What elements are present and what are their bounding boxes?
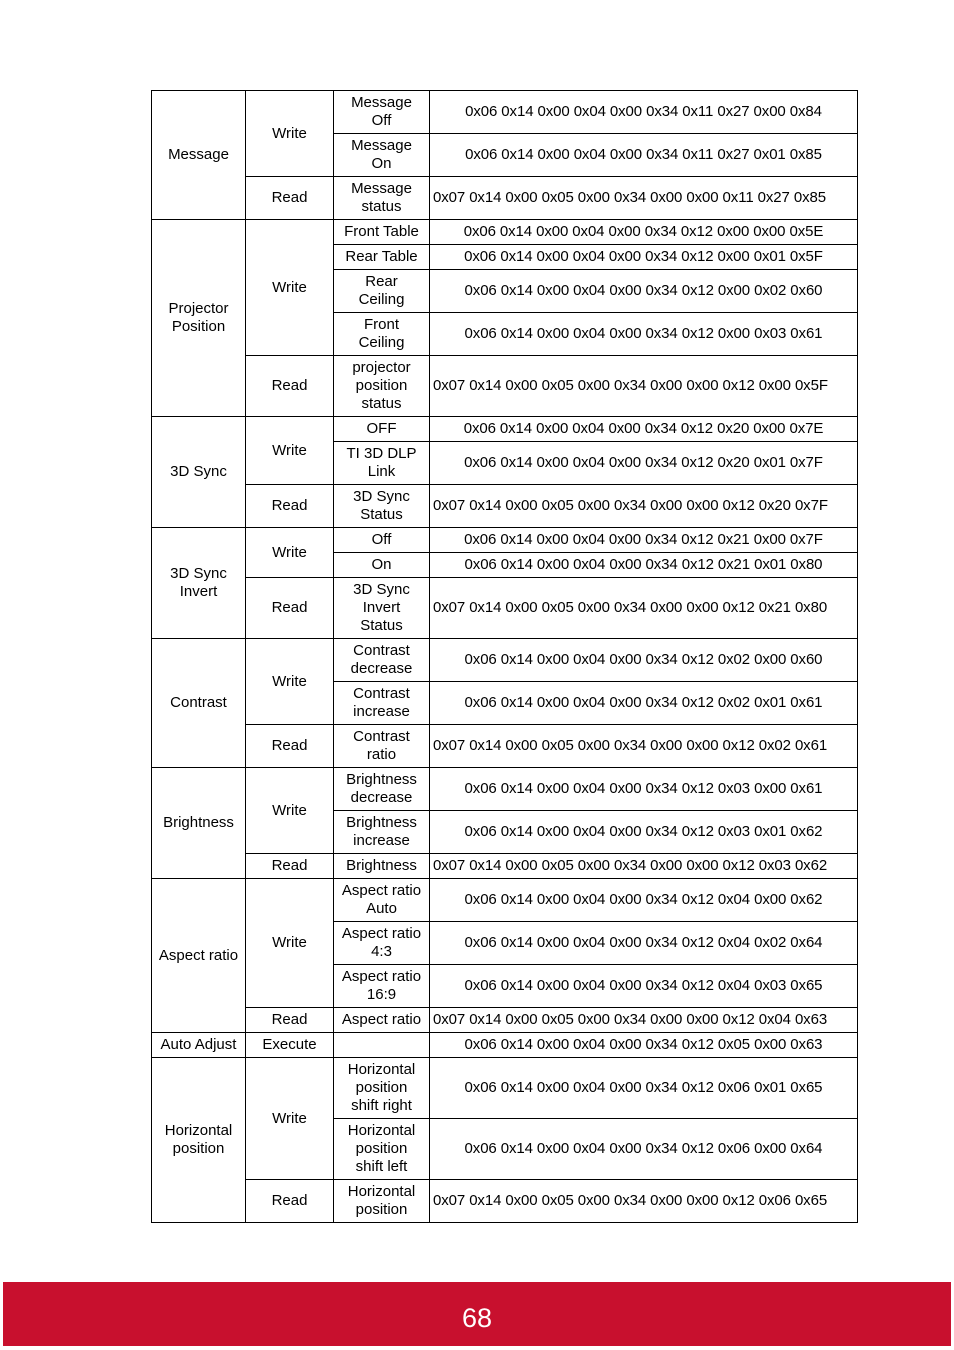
- command-code-cell: 0x06 0x14 0x00 0x04 0x00 0x34 0x12 0x04 0x03 0x65: [430, 965, 858, 1008]
- item-cell: Contrast ratio: [334, 725, 430, 768]
- item-cell: Aspect ratio 4:3: [334, 922, 430, 965]
- action-cell: Read: [246, 854, 334, 879]
- action-cell: Write: [246, 528, 334, 578]
- item-cell: Message On: [334, 134, 430, 177]
- action-cell: Read: [246, 485, 334, 528]
- command-code-cell: 0x06 0x14 0x00 0x04 0x00 0x34 0x11 0x27 0x00 0x84: [430, 91, 858, 134]
- item-cell: [334, 1033, 430, 1058]
- table-row: [152, 725, 858, 768]
- action-cell: Write: [246, 91, 334, 177]
- table-row: [152, 91, 858, 134]
- item-cell: Brightness increase: [334, 811, 430, 854]
- action-cell: Write: [246, 1058, 334, 1180]
- item-cell: Brightness: [334, 854, 430, 879]
- command-code-cell: 0x07 0x14 0x00 0x05 0x00 0x34 0x00 0x00 0x12 0x00 0x5F: [430, 356, 858, 417]
- item-cell: 3D Sync Status: [334, 485, 430, 528]
- command-code-cell: 0x06 0x14 0x00 0x04 0x00 0x34 0x12 0x02 0x00 0x60: [430, 639, 858, 682]
- setting-name-cell: Projector Position: [152, 220, 246, 417]
- command-code-cell: 0x06 0x14 0x00 0x04 0x00 0x34 0x12 0x21 0x00 0x7F: [430, 528, 858, 553]
- item-cell: OFF: [334, 417, 430, 442]
- action-cell: Read: [246, 1008, 334, 1033]
- setting-name-cell: Brightness: [152, 768, 246, 879]
- command-code-cell: 0x06 0x14 0x00 0x04 0x00 0x34 0x12 0x04 0x00 0x62: [430, 879, 858, 922]
- table-row: [152, 854, 858, 879]
- item-cell: Rear Ceiling: [334, 270, 430, 313]
- command-code-cell: 0x07 0x14 0x00 0x05 0x00 0x34 0x00 0x00 0x11 0x27 0x85: [430, 177, 858, 220]
- command-code-cell: 0x06 0x14 0x00 0x04 0x00 0x34 0x12 0x03 0x01 0x62: [430, 811, 858, 854]
- table-row: [152, 639, 858, 682]
- item-cell: Aspect ratio 16:9: [334, 965, 430, 1008]
- command-code-cell: 0x07 0x14 0x00 0x05 0x00 0x34 0x00 0x00 0x12 0x06 0x65: [430, 1180, 858, 1223]
- table-row: [152, 1008, 858, 1033]
- action-cell: Read: [246, 578, 334, 639]
- action-cell: Read: [246, 725, 334, 768]
- table-row: [152, 1180, 858, 1223]
- item-cell: Brightness decrease: [334, 768, 430, 811]
- command-code-cell: 0x06 0x14 0x00 0x04 0x00 0x34 0x12 0x00 0x00 0x5E: [430, 220, 858, 245]
- setting-name-cell: Horizontal position: [152, 1058, 246, 1223]
- command-code-cell: 0x06 0x14 0x00 0x04 0x00 0x34 0x12 0x02 0x01 0x61: [430, 682, 858, 725]
- item-cell: Aspect ratio Auto: [334, 879, 430, 922]
- command-code-cell: 0x07 0x14 0x00 0x05 0x00 0x34 0x00 0x00 0x12 0x04 0x63: [430, 1008, 858, 1033]
- table-row: [152, 485, 858, 528]
- action-cell: Write: [246, 639, 334, 725]
- command-code-cell: 0x06 0x14 0x00 0x04 0x00 0x34 0x12 0x20 0x00 0x7E: [430, 417, 858, 442]
- table-row: [152, 578, 858, 639]
- table-row: [152, 768, 858, 811]
- item-cell: On: [334, 553, 430, 578]
- table-row: [152, 356, 858, 417]
- command-code-cell: 0x06 0x14 0x00 0x04 0x00 0x34 0x12 0x20 0x01 0x7F: [430, 442, 858, 485]
- item-cell: Contrast decrease: [334, 639, 430, 682]
- setting-name-cell: Aspect ratio: [152, 879, 246, 1033]
- item-cell: Front Ceiling: [334, 313, 430, 356]
- command-table: [151, 90, 858, 1223]
- table-row: [152, 177, 858, 220]
- command-code-cell: 0x06 0x14 0x00 0x04 0x00 0x34 0x12 0x21 0x01 0x80: [430, 553, 858, 578]
- command-code-cell: 0x06 0x14 0x00 0x04 0x00 0x34 0x12 0x06 0x01 0x65: [430, 1058, 858, 1119]
- item-cell: Message status: [334, 177, 430, 220]
- item-cell: Off: [334, 528, 430, 553]
- command-code-cell: 0x06 0x14 0x00 0x04 0x00 0x34 0x11 0x27 0x01 0x85: [430, 134, 858, 177]
- command-code-cell: 0x06 0x14 0x00 0x04 0x00 0x34 0x12 0x04 0x02 0x64: [430, 922, 858, 965]
- item-cell: Contrast increase: [334, 682, 430, 725]
- action-cell: Write: [246, 768, 334, 854]
- command-code-cell: 0x06 0x14 0x00 0x04 0x00 0x34 0x12 0x05 0x00 0x63: [430, 1033, 858, 1058]
- action-cell: Read: [246, 177, 334, 220]
- command-code-cell: 0x07 0x14 0x00 0x05 0x00 0x34 0x00 0x00 0x12 0x03 0x62: [430, 854, 858, 879]
- table-row: [152, 220, 858, 245]
- item-cell: TI 3D DLP Link: [334, 442, 430, 485]
- command-table-body: [152, 91, 858, 1223]
- command-code-cell: 0x06 0x14 0x00 0x04 0x00 0x34 0x12 0x00 0x02 0x60: [430, 270, 858, 313]
- setting-name-cell: Auto Adjust: [152, 1033, 246, 1058]
- item-cell: projector position status: [334, 356, 430, 417]
- command-code-cell: 0x06 0x14 0x00 0x04 0x00 0x34 0x12 0x03 0x00 0x61: [430, 768, 858, 811]
- command-code-cell: 0x07 0x14 0x00 0x05 0x00 0x34 0x00 0x00 0x12 0x20 0x7F: [430, 485, 858, 528]
- setting-name-cell: Contrast: [152, 639, 246, 768]
- table-row: [152, 879, 858, 922]
- command-code-cell: 0x07 0x14 0x00 0x05 0x00 0x34 0x00 0x00 0x12 0x02 0x61: [430, 725, 858, 768]
- item-cell: Message Off: [334, 91, 430, 134]
- table-row: [152, 528, 858, 553]
- setting-name-cell: 3D Sync Invert: [152, 528, 246, 639]
- item-cell: Aspect ratio: [334, 1008, 430, 1033]
- action-cell: Write: [246, 879, 334, 1008]
- page-footer: [3, 1282, 951, 1346]
- table-row: [152, 1033, 858, 1058]
- command-code-cell: 0x06 0x14 0x00 0x04 0x00 0x34 0x12 0x00 0x01 0x5F: [430, 245, 858, 270]
- item-cell: Front Table: [334, 220, 430, 245]
- item-cell: 3D Sync Invert Status: [334, 578, 430, 639]
- page-number: 68: [461, 1302, 493, 1333]
- setting-name-cell: 3D Sync: [152, 417, 246, 528]
- action-cell: Execute: [246, 1033, 334, 1058]
- action-cell: Write: [246, 220, 334, 356]
- command-code-cell: 0x06 0x14 0x00 0x04 0x00 0x34 0x12 0x00 0x03 0x61: [430, 313, 858, 356]
- table-row: [152, 1058, 858, 1119]
- item-cell: Horizontal position shift left: [334, 1119, 430, 1180]
- item-cell: Horizontal position: [334, 1180, 430, 1223]
- action-cell: Read: [246, 1180, 334, 1223]
- table-row: [152, 417, 858, 442]
- command-code-cell: 0x07 0x14 0x00 0x05 0x00 0x34 0x00 0x00 0x12 0x21 0x80: [430, 578, 858, 639]
- item-cell: Horizontal position shift right: [334, 1058, 430, 1119]
- command-code-cell: 0x06 0x14 0x00 0x04 0x00 0x34 0x12 0x06 0x00 0x64: [430, 1119, 858, 1180]
- action-cell: Read: [246, 356, 334, 417]
- action-cell: Write: [246, 417, 334, 485]
- item-cell: Rear Table: [334, 245, 430, 270]
- setting-name-cell: Message: [152, 91, 246, 220]
